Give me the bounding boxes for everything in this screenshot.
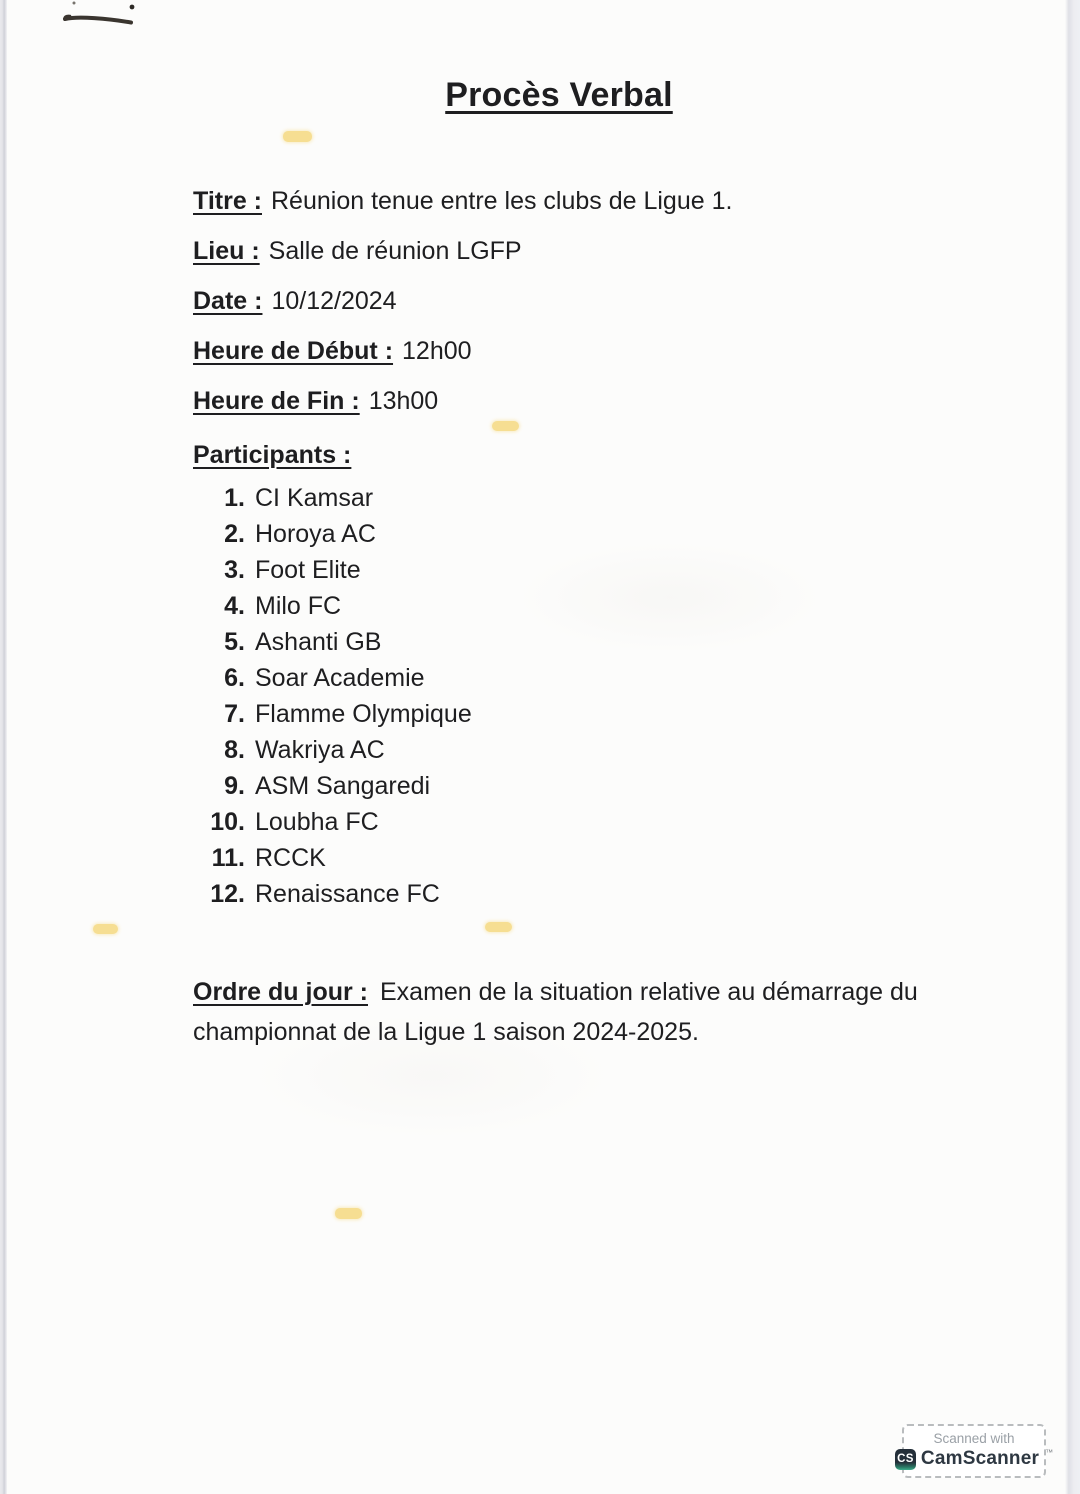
camscanner-brand-row <box>895 1448 1053 1470</box>
list-item <box>193 700 955 736</box>
page-title: Procès Verbal <box>445 76 673 114</box>
participants-heading: Participants : <box>193 441 352 469</box>
list-item <box>193 736 955 772</box>
participant-name: CI Kamsar <box>255 484 374 512</box>
list-item <box>193 880 955 916</box>
agenda-text: Examen de la situation relative au démarrage du championnat de la Ligue 1 saison 2024-2025. <box>193 978 918 1046</box>
highlight-mark <box>283 131 312 142</box>
highlight-mark <box>485 922 512 932</box>
list-item <box>193 808 955 844</box>
scan-right-edge <box>1065 0 1080 1494</box>
field-label: Lieu : <box>193 237 260 265</box>
participant-number: 5. <box>224 628 245 656</box>
list-item <box>193 664 955 700</box>
highlight-mark <box>335 1208 362 1219</box>
field-label: Heure de Début : <box>193 337 394 365</box>
pen-scribble-mark <box>40 0 150 36</box>
participant-name: Renaissance FC <box>255 880 440 908</box>
participant-number: 11. <box>211 844 245 872</box>
list-item <box>193 520 955 556</box>
participant-number: 12. <box>210 880 245 908</box>
highlight-mark <box>93 924 118 934</box>
agenda-paragraph <box>193 972 955 1052</box>
camscanner-app-name: CamScanner <box>920 1448 1040 1469</box>
field-heure-debut <box>193 338 955 364</box>
list-item <box>193 556 955 592</box>
field-label: Heure de Fin : <box>193 387 360 415</box>
highlight-mark <box>492 421 519 431</box>
camscanner-logo-icon: CS <box>895 1449 916 1470</box>
agenda-label: Ordre du jour : <box>193 978 368 1006</box>
participant-name: Foot Elite <box>255 556 361 584</box>
field-value: 13h00 <box>368 387 439 415</box>
field-value: Réunion tenue entre les clubs de Ligue 1. <box>271 187 733 215</box>
field-label: Titre : <box>193 187 262 215</box>
participant-number: 9. <box>224 772 245 800</box>
field-value: 12h00 <box>402 337 472 365</box>
field-date <box>193 288 955 314</box>
list-item <box>193 592 955 628</box>
participant-name: RCCK <box>255 844 326 872</box>
participants-list <box>193 484 955 916</box>
field-value: Salle de réunion LGFP <box>268 237 522 265</box>
participant-number: 4. <box>224 592 245 620</box>
participant-number: 7. <box>224 700 245 728</box>
participant-number: 10. <box>210 808 245 836</box>
participant-name: Wakriya AC <box>255 736 385 764</box>
scanned-with-text: Scanned with <box>933 1431 1015 1446</box>
camscanner-watermark <box>897 1424 1054 1478</box>
list-item <box>193 484 955 520</box>
field-titre <box>193 188 955 214</box>
document-body <box>193 188 955 1077</box>
participant-name: Loubha FC <box>255 808 379 836</box>
participant-number: 6. <box>224 664 245 692</box>
participant-name: Ashanti GB <box>255 628 382 656</box>
field-value: 10/12/2024 <box>271 287 397 315</box>
participant-name: ASM Sangaredi <box>255 772 431 800</box>
trademark-symbol: ™ <box>1045 1447 1054 1457</box>
field-heure-fin <box>193 388 955 414</box>
list-item <box>193 844 955 880</box>
participant-name: Milo FC <box>255 592 342 620</box>
list-item <box>193 628 955 664</box>
field-lieu <box>193 238 955 264</box>
participant-number: 1. <box>224 484 245 512</box>
participant-number: 3. <box>224 556 245 584</box>
field-label: Date : <box>193 287 263 315</box>
scan-left-edge <box>0 0 7 1494</box>
participant-number: 8. <box>224 736 245 764</box>
participant-name: Soar Academie <box>255 664 425 692</box>
participant-name: Flamme Olympique <box>255 700 472 728</box>
participant-name: Horoya AC <box>255 520 376 548</box>
participant-number: 2. <box>224 520 245 548</box>
list-item <box>193 772 955 808</box>
